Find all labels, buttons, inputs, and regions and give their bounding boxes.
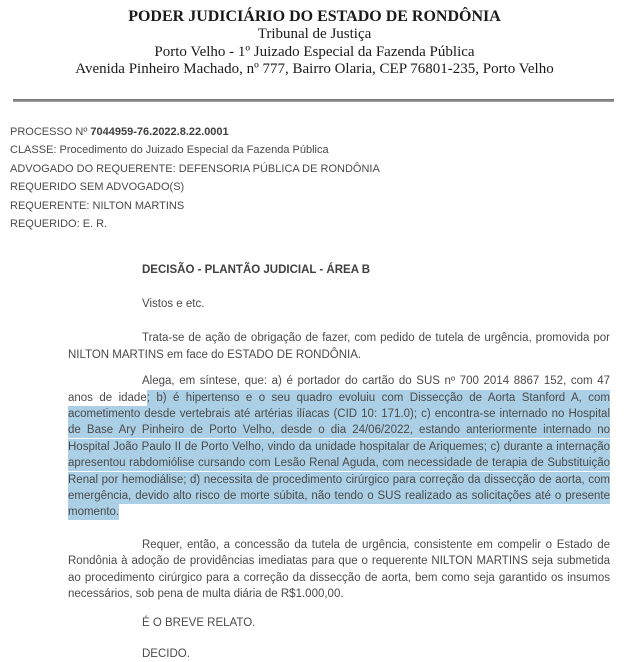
letterhead-court-name: PODER JUDICIÁRIO DO ESTADO DE RONDÔNIA — [0, 7, 629, 26]
defendant-line: REQUERIDO: E. R. — [10, 215, 619, 234]
letterhead-address: Avenida Pinheiro Machado, nº 777, Bairro Olaria, CEP 76801-235, Porto Velho — [0, 61, 629, 79]
highlighted-text: ; b) é hipertenso e o seu quadro evoluiu com Dissecção de Aorta Stanford A, com acometimento desde vertebrais até artérias ilíacas (CID 10: 171.0); c) encontra-se internado no Hospital de Base Ary Pinheiro de Porto Velho, desde o dia 24/06/2022, estando anteriormente internado no Hospital João Paulo II de Porto Velho, vindo da unidade hospitalar de Ariquemes; c) durante a internação apresentou rabdomiólise cursando com Lesão Renal Aguda, com necessidade de terapia de Substituição Renal por hemodiálise; d) necessita de procedimento cirúrgico para correção da dissecção de aorta, com emergência, devido alto risco de morte súbita, não tendo o SUS realizado as solicitações até o presente momento. — [68, 390, 610, 521]
plaintiff-lawyer-line: ADVOGADO DO REQUERENTE: DEFENSORIA PÚBLICA DE RONDÔNIA — [10, 160, 619, 179]
plaintiff-line: REQUERENTE: NILTON MARTINS — [10, 197, 619, 216]
vistos-line: Vistos e etc. — [68, 296, 610, 312]
process-label: PROCESSO Nº — [10, 126, 90, 138]
process-number: 7044959-76.2022.8.22.0001 — [90, 126, 228, 138]
alega-plain-text: Alega, em síntese, que: a) é portador do cartão do SUS nº 700 2014 8867 152, com 47 anos de idade — [68, 375, 610, 403]
decision-body — [68, 262, 610, 662]
horizontal-divider — [13, 99, 614, 102]
letterhead-tribunal: Tribunal de Justiça — [0, 26, 629, 44]
defendant-lawyer-line: REQUERIDO SEM ADVOGADO(S) — [10, 178, 619, 197]
paragraph-trata-se: Trata-se de ação de obrigação de fazer, com pedido de tutela de urgência, promovida por NILTON MARTINS em face do ESTADO DE RONDÔNIA. — [68, 330, 610, 363]
decido-line: DECIDO. — [68, 646, 610, 662]
process-number-line — [10, 123, 619, 142]
case-info-block — [10, 123, 619, 234]
decision-heading: DECISÃO - PLANTÃO JUDICIAL - ÁREA B — [68, 262, 610, 278]
paragraph-alega — [68, 373, 610, 521]
letterhead-division: Porto Velho - 1º Juizado Especial da Fazenda Pública — [0, 44, 629, 62]
letterhead — [0, 0, 629, 79]
paragraph-requer: Requer, então, a concessão da tutela de urgência, consistente em compelir o Estado de Rondônia à adoção de providências imediatas para que o requerente NILTON MARTINS seja submetida ao procedimento cirúrgico para a correção da dissecção de aorta, bem como seja garantido os insumos necessários, sob pena de multa diária de R$1.000,00. — [68, 537, 610, 603]
case-class-line: CLASSE: Procedimento do Juizado Especial da Fazenda Pública — [10, 141, 619, 160]
breve-relato-line: É O BREVE RELATO. — [68, 615, 610, 631]
